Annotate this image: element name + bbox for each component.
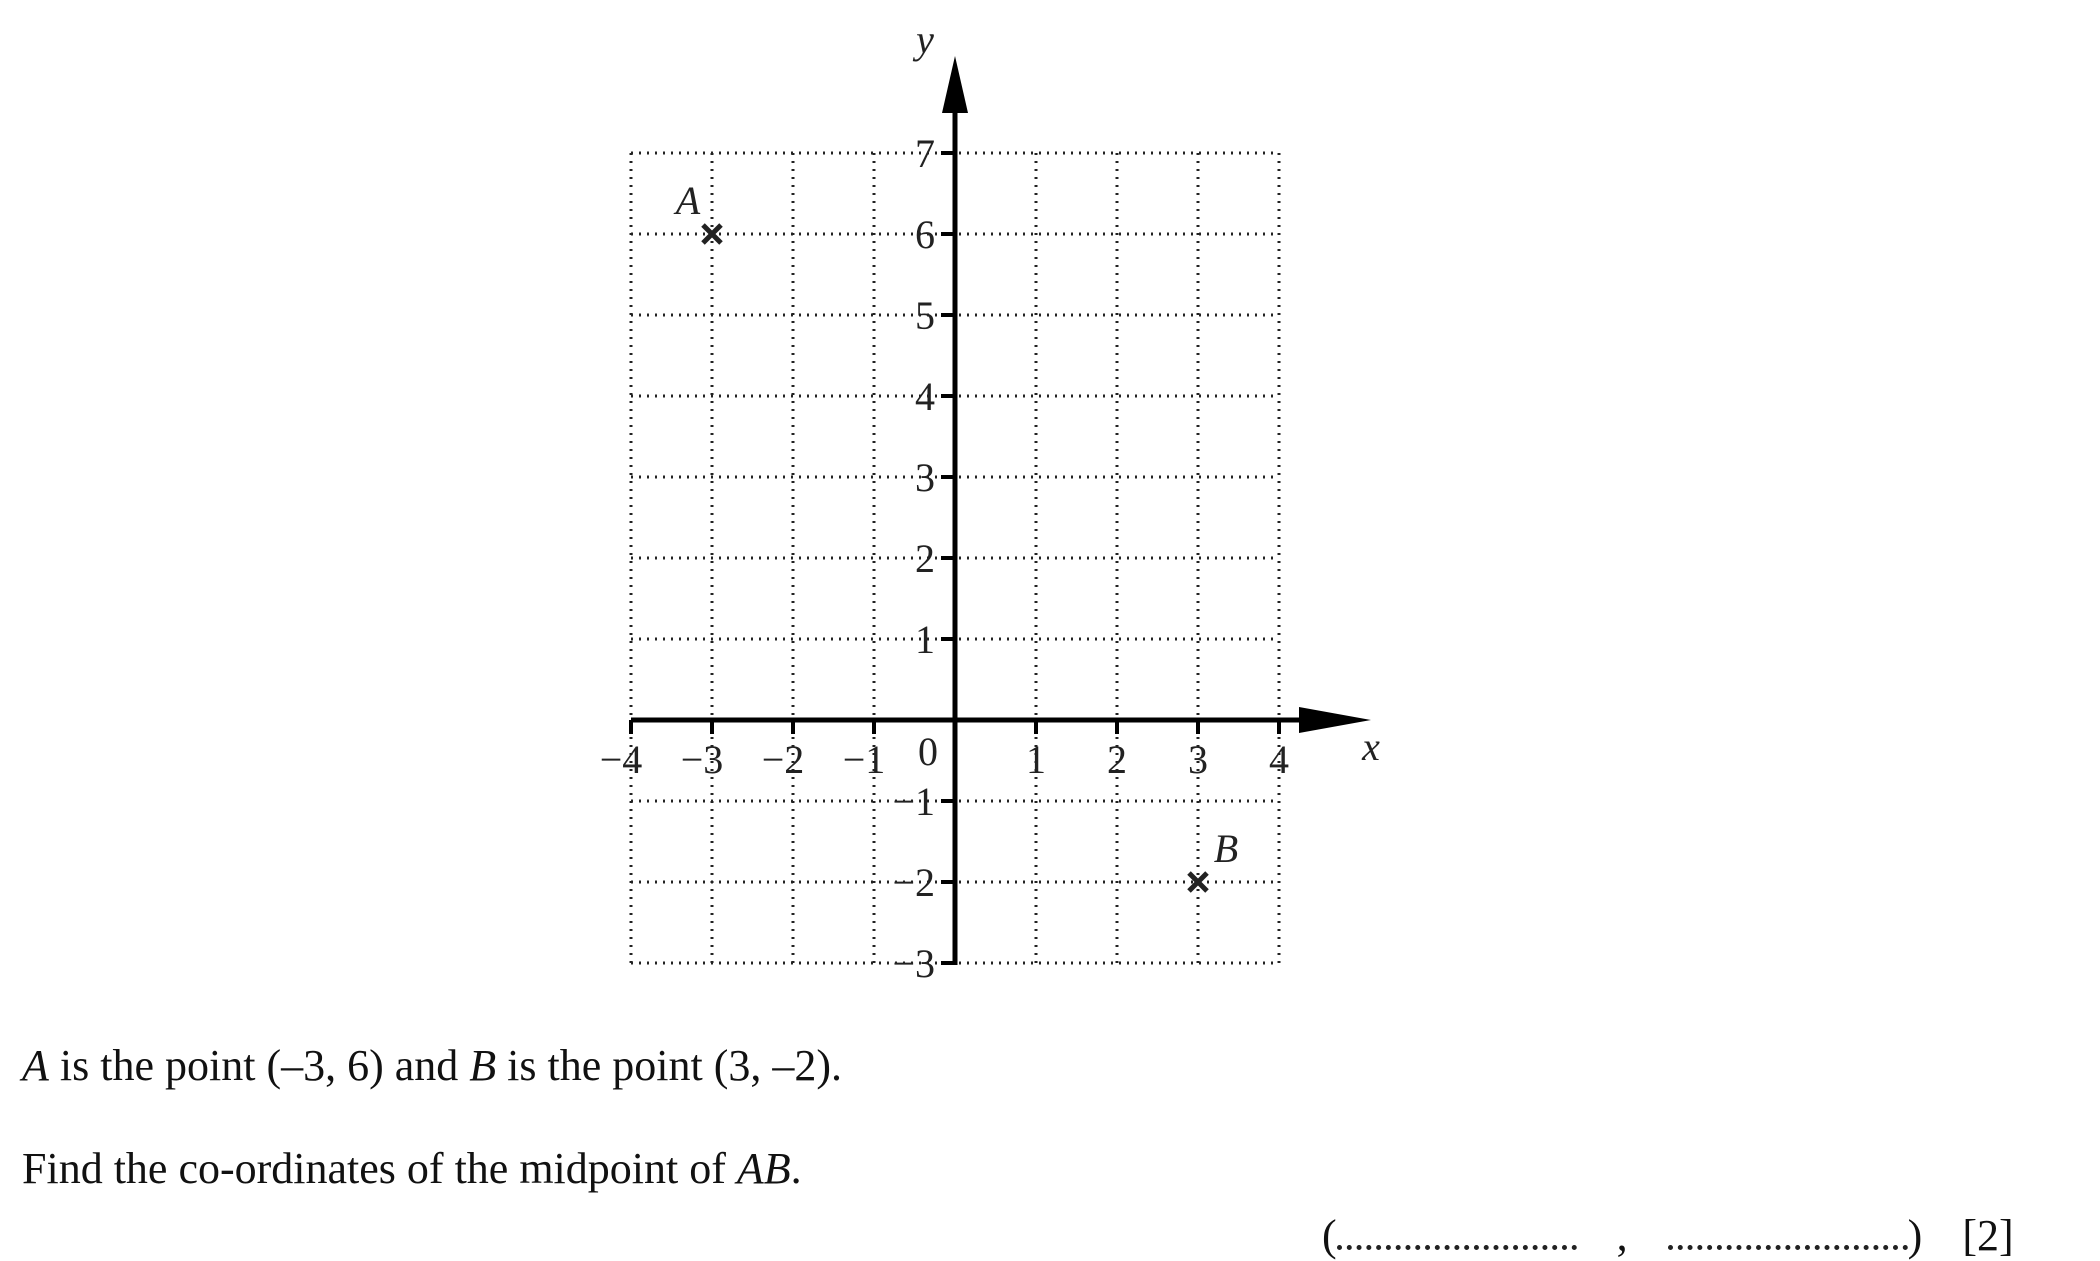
y-tick-label: 6 xyxy=(915,212,935,257)
x-tick-label: 1 xyxy=(1026,737,1046,782)
answer-open-paren: ( xyxy=(1322,1211,1337,1260)
y-tick-label: 1 xyxy=(915,617,935,662)
axes xyxy=(631,56,1371,965)
x-tick-label: −3 xyxy=(680,737,724,782)
y-tick-label: −1 xyxy=(892,779,935,824)
y-axis-title: y xyxy=(916,17,934,62)
segment-ab-ref: AB xyxy=(736,1144,791,1193)
point-b-label: B xyxy=(1213,826,1239,871)
y-tick-label: 7 xyxy=(915,131,935,176)
question-text-2b: . xyxy=(790,1144,802,1193)
x-tick-label: 4 xyxy=(1269,737,1289,782)
origin-label: 0 xyxy=(918,729,938,774)
point-b-ref: B xyxy=(469,1041,497,1090)
answer-line xyxy=(1322,1210,2014,1261)
y-tick-label: 3 xyxy=(915,455,935,500)
question-text-2a: Find the co-ordinates of the midpoint of xyxy=(22,1144,737,1193)
y-tick-label: 5 xyxy=(915,293,935,338)
answer-comma: , xyxy=(1616,1211,1628,1260)
x-tick-label: 2 xyxy=(1107,737,1127,782)
x-tick-label: −2 xyxy=(761,737,805,782)
answer-y-blank[interactable] xyxy=(1668,1215,1908,1250)
answer-close-paren: ) xyxy=(1907,1211,1923,1260)
question-line-1 xyxy=(22,1040,842,1091)
point-a-ref: A xyxy=(22,1041,49,1090)
point-a-label: A xyxy=(675,178,701,223)
x-axis-title: x xyxy=(1362,724,1380,769)
y-axis-arrow xyxy=(942,56,968,113)
tick-labels xyxy=(600,17,1380,986)
x-tick-label: 3 xyxy=(1188,737,1208,782)
marks-label: [2] xyxy=(1962,1211,2014,1260)
x-tick-label: −1 xyxy=(842,737,886,782)
y-tick-label: 4 xyxy=(915,374,935,419)
question-text-1b: is the point (3, –2). xyxy=(496,1041,843,1090)
y-tick-label: −2 xyxy=(892,860,935,905)
question-text-1a: is the point (–3, 6) and xyxy=(48,1041,470,1090)
y-tick-label: 2 xyxy=(915,536,935,581)
x-tick-label: −4 xyxy=(599,737,643,782)
y-tick-label: −3 xyxy=(892,941,935,986)
question-line-2 xyxy=(22,1143,802,1194)
answer-x-blank[interactable] xyxy=(1337,1215,1577,1250)
x-axis-arrow xyxy=(1299,707,1371,733)
point-a-marker xyxy=(703,225,721,243)
